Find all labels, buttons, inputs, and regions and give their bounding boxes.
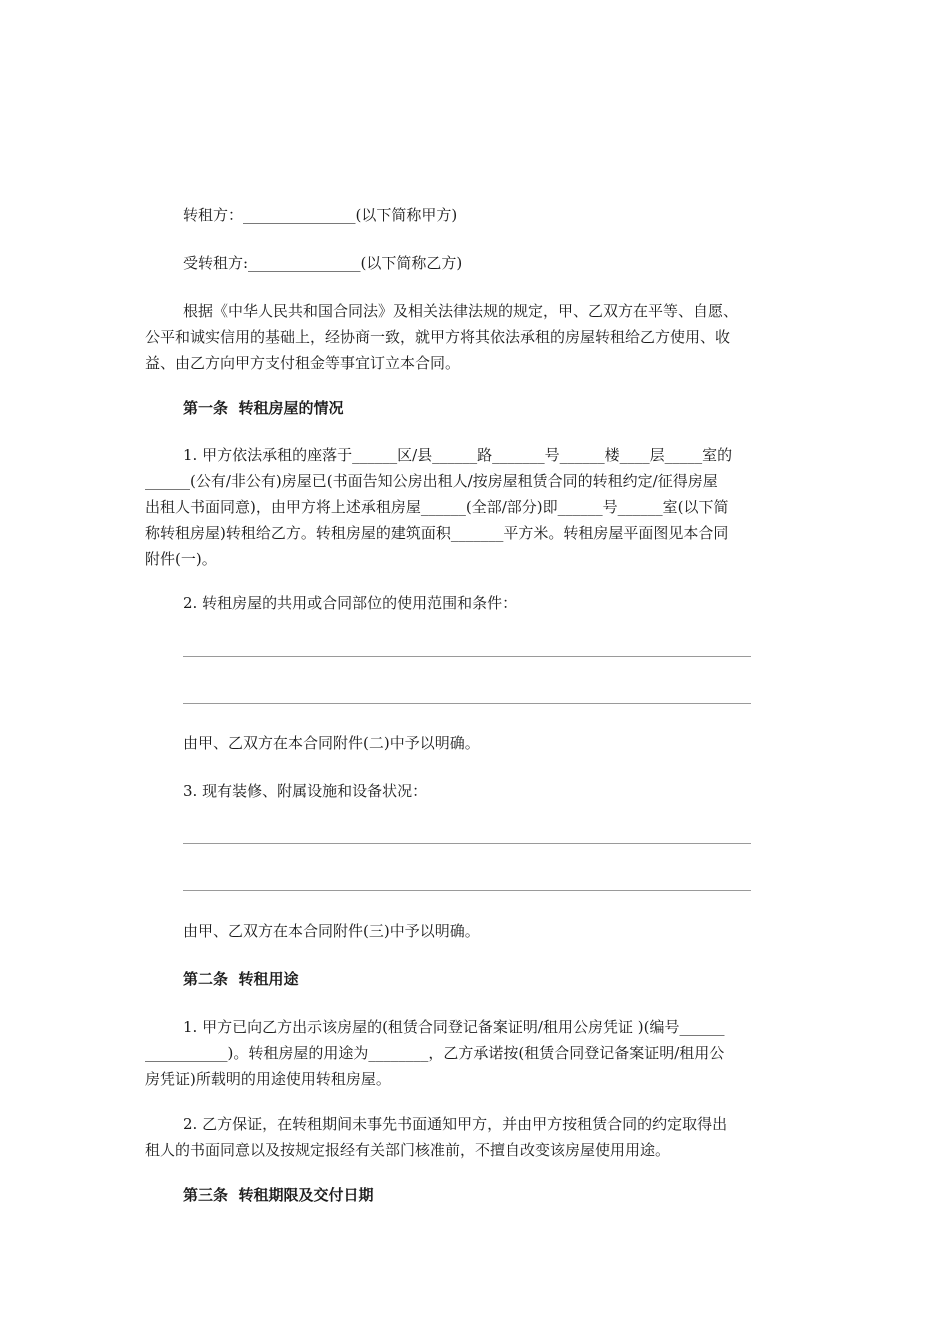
article-1-heading: 第一条 转租房屋的情况 <box>183 399 344 417</box>
article-1-clause-3: 3. 现有装修、附属设施和设备状况： <box>183 782 428 800</box>
preamble-line-2: 公平和诚实信用的基础上，经协商一致，就甲方将其依法承租的房屋转租给乙方使用、收 <box>145 328 731 346</box>
article-2-clause-2-line-1: 2. 乙方保证，在转租期间未事先书面通知甲方，并由甲方按租赁合同的约定取得出 <box>183 1115 728 1133</box>
preamble-line-3: 益、由乙方向甲方支付租金等事宜订立本合同。 <box>145 354 461 372</box>
article-2-clause-1-line-2: ___________)。转租房屋的用途为________，乙方承诺按(租赁合同登记备案证明/租用公 <box>145 1044 725 1062</box>
article-1-clause-2: 2. 转租房屋的共用或合同部位的使用范围和条件： <box>183 594 518 612</box>
fill-in-blank-line <box>183 890 751 891</box>
article-1-clause-1-line-5: 附件(一)。 <box>145 550 217 568</box>
article-1-clause-1-line-2: ______(公有/非公有)房屋已(书面告知公房出租人/按房屋租赁合同的转租约定/征得房屋 <box>145 472 718 490</box>
article-1-clause-1-line-3: 出租人书面同意)，由甲方将上述承租房屋______(全部/部分)即______号______室(以下简 <box>145 498 729 516</box>
fill-in-blank-line <box>183 656 751 657</box>
article-2-heading: 第二条 转租用途 <box>183 970 299 988</box>
article-1-clause-1-line-4: 称转租房屋)转租给乙方。转租房屋的建筑面积_______平方米。转租房屋平面图见本合同 <box>145 524 729 542</box>
sublessee-line: 受转租方:_______________(以下简称乙方) <box>183 254 463 272</box>
fill-in-blank-line <box>183 703 751 704</box>
article-1-clause-3-note: 由甲、乙双方在本合同附件(三)中予以明确。 <box>183 922 480 940</box>
preamble-line-1: 根据《中华人民共和国合同法》及相关法律法规的规定，甲、乙双方在平等、自愿、 <box>183 302 739 320</box>
fill-in-blank-line <box>183 843 751 844</box>
article-1-clause-1-line-1: 1. 甲方依法承租的座落于______区/县______路_______号______楼____层_____室的 <box>183 446 733 464</box>
article-2-clause-1-line-1: 1. 甲方已向乙方出示该房屋的(租赁合同登记备案证明/租用公房凭证 )(编号______ <box>183 1018 725 1036</box>
article-1-clause-2-note: 由甲、乙双方在本合同附件(二)中予以明确。 <box>183 734 480 752</box>
sublessor-line: 转租方：_______________(以下简称甲方) <box>183 206 458 224</box>
article-3-heading: 第三条 转租期限及交付日期 <box>183 1186 374 1204</box>
article-2-clause-1-line-3: 房凭证)所载明的用途使用转租房屋。 <box>145 1070 391 1088</box>
article-2-clause-2-line-2: 租人的书面同意以及按规定报经有关部门核准前，不擅自改变该房屋使用用途。 <box>145 1141 671 1159</box>
